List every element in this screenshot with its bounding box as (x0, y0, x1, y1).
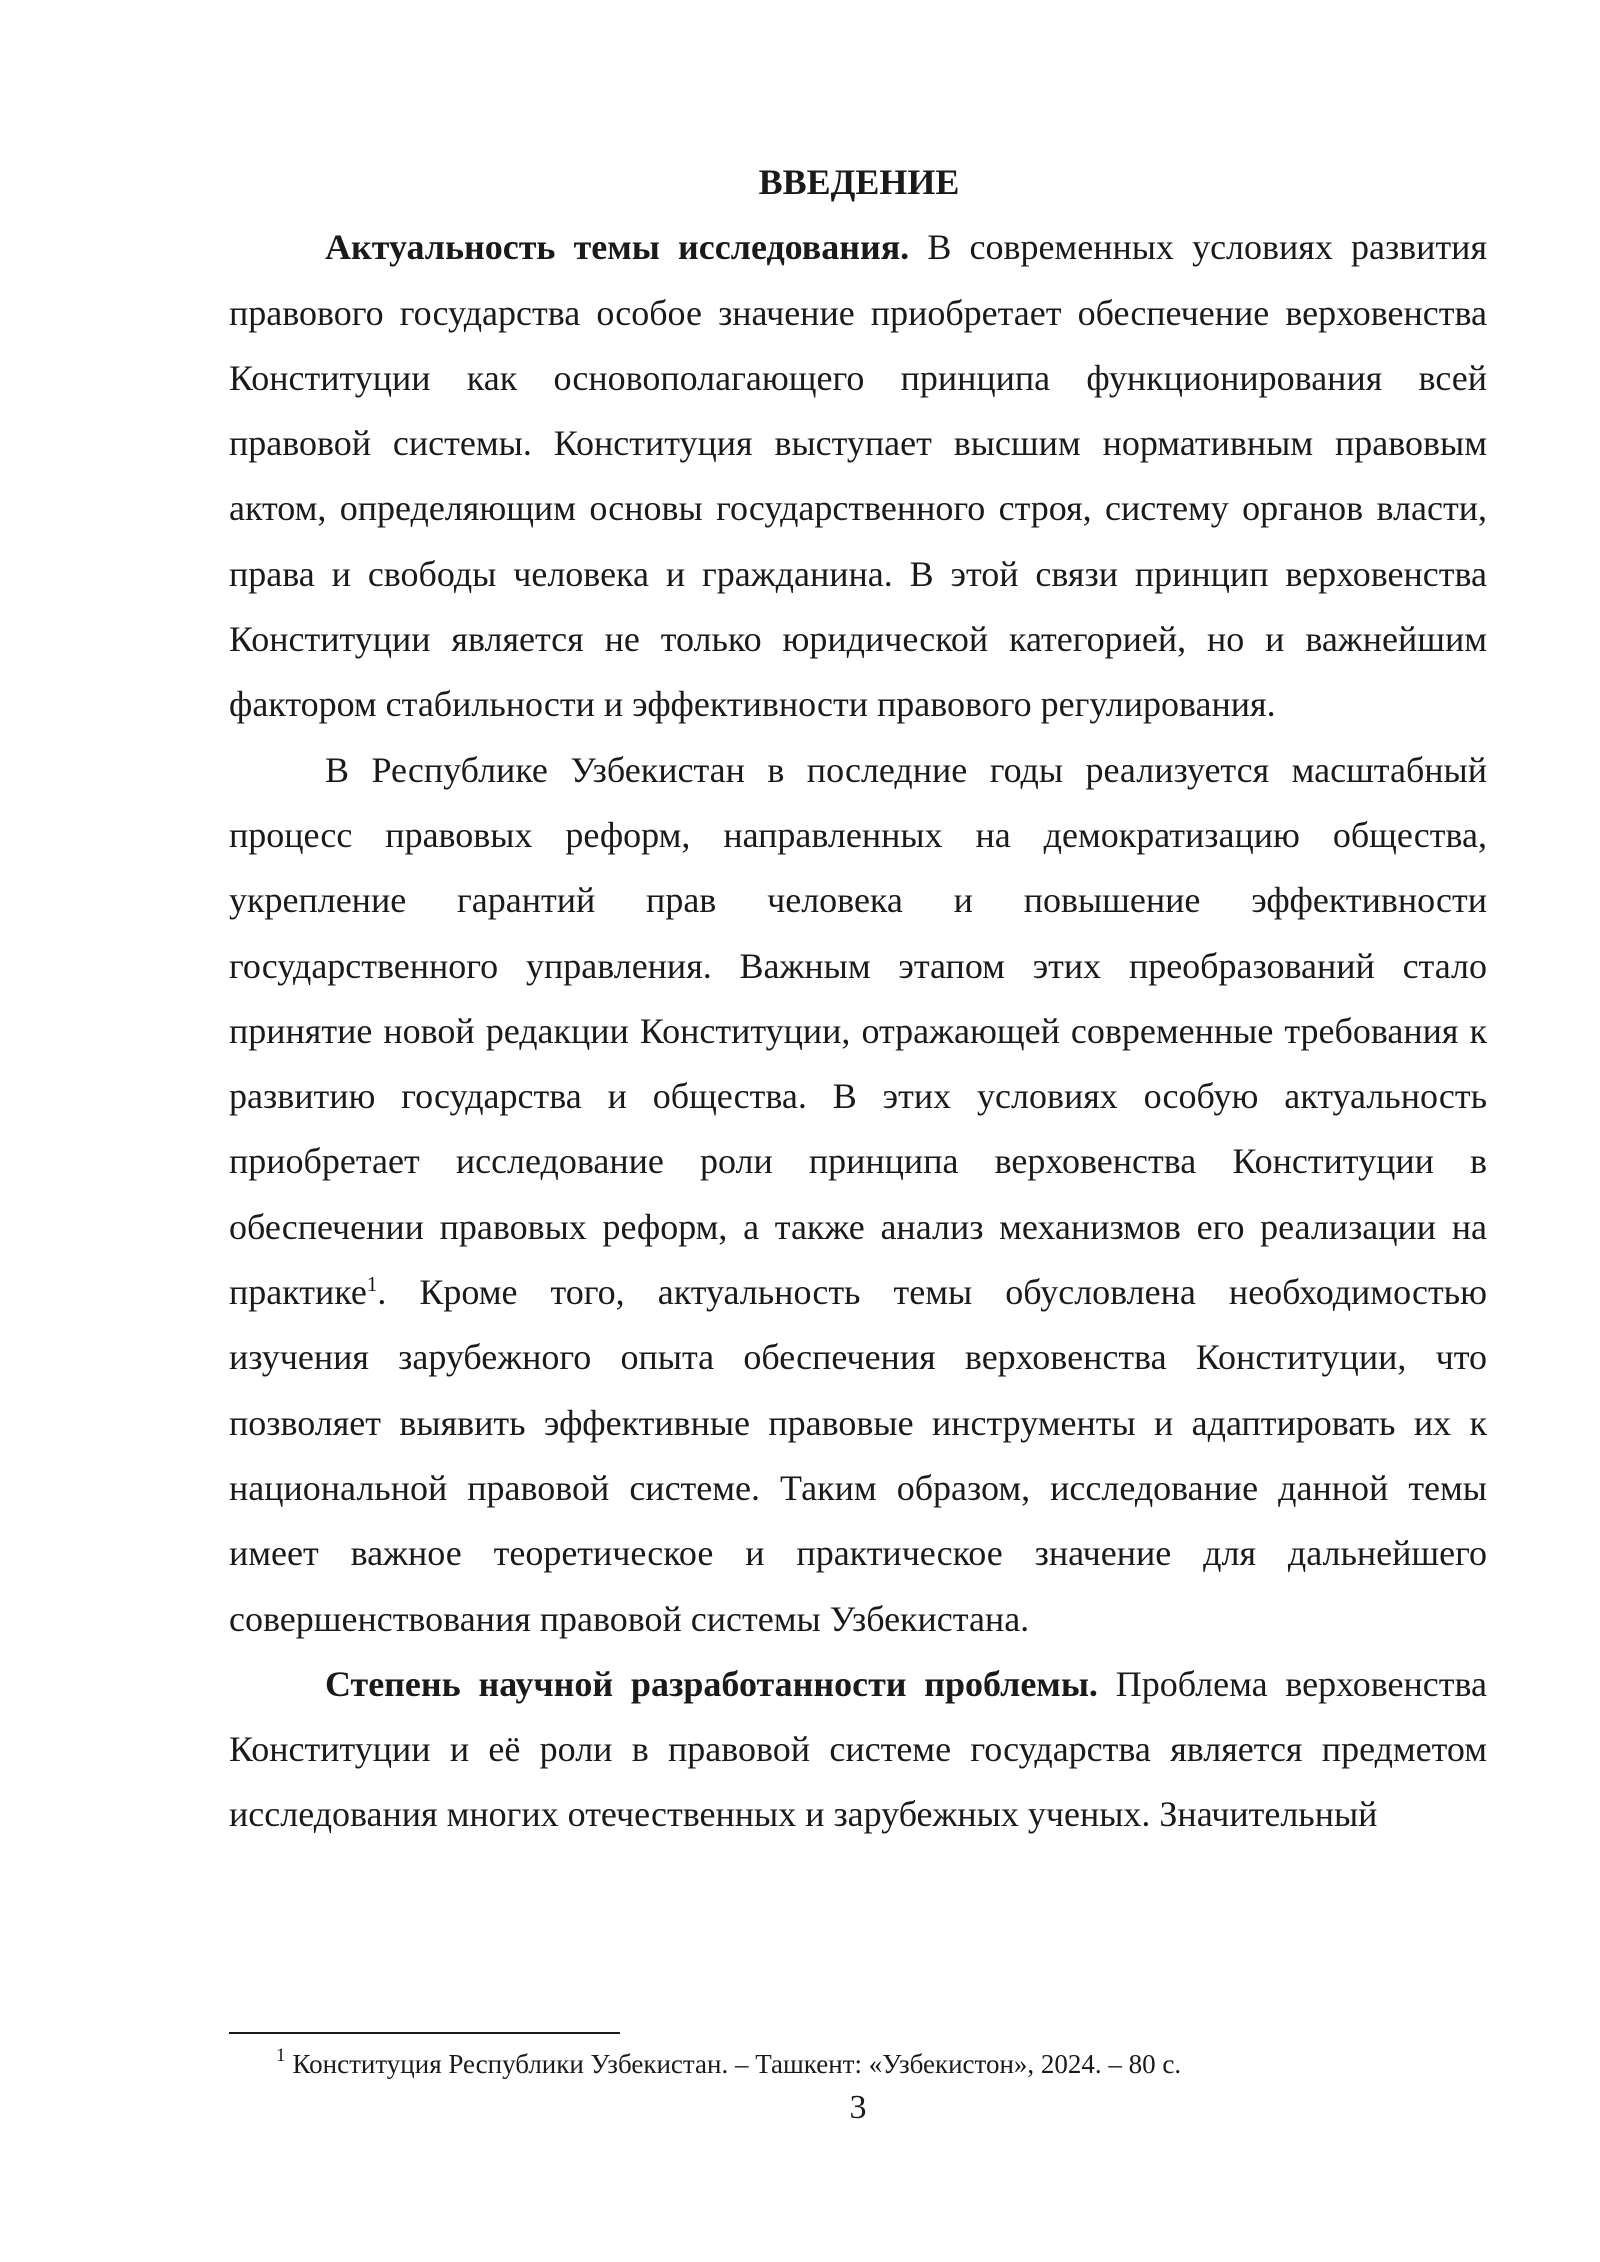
paragraph-lead-relevance: Актуальность темы исследования. (325, 227, 910, 268)
paragraph-lead-research-degree: Степень научной разработанности проблемы. (325, 1663, 1098, 1704)
page-body (229, 150, 1487, 1848)
footnote-reference[interactable]: 1 (366, 1272, 378, 1297)
page-title: ВВЕДЕНИЕ (758, 162, 960, 202)
paragraph-reforms (229, 738, 1487, 1652)
paragraph-text-relevance: В современных условиях развития правового государства особое значение приобретает обеспечение верховенства Конституции как основополагающего принципа функционирования всей правовой системы. Конституция выступает высшим нормативным правовым актом, определяющим основы государственного строя, систему органов власти, права и свободы человека и гражданина. В этой связи принцип верховенства Конституции является не только юридической категорией, но и важнейшим фактором стабильности и эффективности правового регулирования. (229, 227, 1487, 725)
paragraph-text-reforms-part1: В Республике Узбекистан в последние годы реализуется масштабный процесс правовых реформ, направленных на демократизацию общества, укрепление гарантий прав человека и повышение эффективности государственного управления. Важным этапом этих преобразований стало принятие новой редакции Конституции, отражающей современные требования к развитию государства и общества. В этих условиях особую актуальность приобретает исследование роли принципа верховенства Конституции в обеспечении правовых реформ, а также анализ механизмов его реализации на практике (229, 749, 1487, 1313)
footnote (276, 2044, 1476, 2084)
footnote-text: Конституция Республики Узбекистан. – Ташкент: «Узбекистон», 2024. – 80 с. (292, 2049, 1182, 2079)
paragraph-text-research-degree: Проблема верховенства Конституции и её роли в правовой системе государства является предметом исследования многих отечественных и зарубежных ученых. Значительный (229, 1663, 1487, 1835)
footnote-marker: 1 (276, 2045, 286, 2066)
paragraph-text-reforms-part2: . Кроме того, актуальность темы обусловлена необходимостью изучения зарубежного опыта обеспечения верховенства Конституции, что позволяет выявить эффективные правовые инструменты и адаптировать их к национальной правовой системе. Таким образом, исследование данной темы имеет важное теоретическое и практическое значение для дальнейшего совершенствования правовой системы Узбекистана. (229, 1272, 1487, 1639)
paragraph-relevance (229, 215, 1487, 737)
page-number: 3 (849, 2089, 867, 2126)
paragraph-research-degree (229, 1652, 1487, 1848)
footnote-separator (229, 2032, 620, 2034)
